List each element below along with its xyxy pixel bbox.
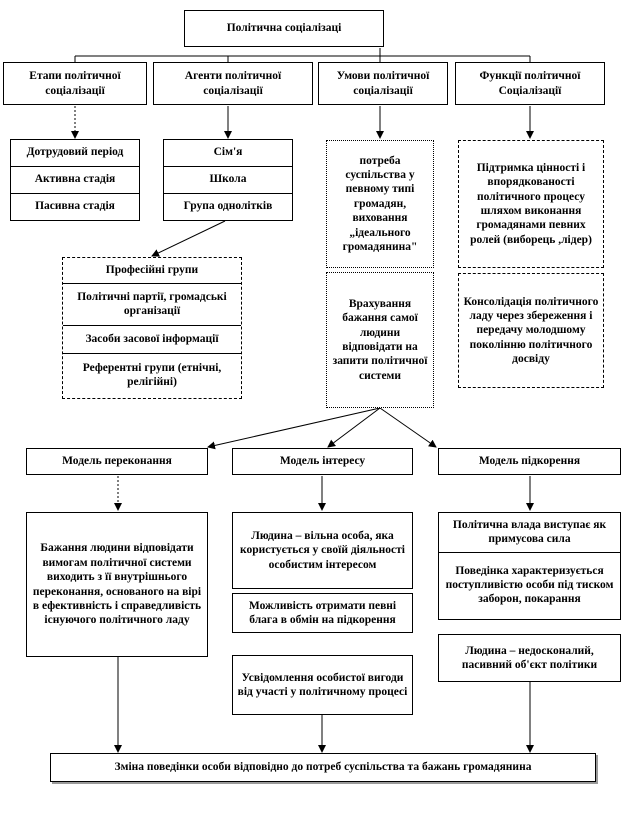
stage-item: Активна стадія	[11, 167, 139, 194]
condition-text: Врахування бажання самої людини відповідати на запити політичної системи	[332, 297, 428, 382]
header-agents	[153, 62, 313, 105]
condition-text: потреба суспільства у певному типі громадян, виховання „ідеального громадянина"	[342, 154, 418, 253]
function-text: Консолідація політичного ладу через збереження і передачу молодшому поколінню політичного досвіду	[463, 295, 599, 366]
group-item: Референтні групи (етнічні, релігійні)	[63, 354, 241, 398]
model-submission-text: Модель підкорення	[478, 455, 581, 468]
submission-detail: Політична влада виступає як примусова сила	[439, 513, 620, 553]
persuasion-detail-text: Бажання людини відповідати вимогам політичної системи виходить з її внутрішнього переконання, основаного на вірі в ефективність і справедливість існуючого політичного ладу	[32, 542, 202, 627]
diagram-title	[184, 10, 384, 47]
submission-detail-text: Людина – недосконалий, пасивний об'єкт політики	[461, 644, 598, 671]
condition-item	[326, 272, 434, 408]
header-conditions-text: Умови політичної соціалізації	[336, 70, 430, 97]
header-functions	[455, 62, 605, 105]
agent-item: Група однолітків	[164, 194, 292, 220]
header-agents-text: Агенти політичної соціалізації	[184, 70, 282, 97]
agent-item: Сім'я	[164, 140, 292, 167]
interest-detail-text: Усвідомлення особистої вигоди від участі у політичному процесі	[237, 671, 408, 698]
submission-detail	[438, 634, 621, 682]
persuasion-detail	[26, 512, 208, 657]
model-persuasion	[26, 448, 208, 475]
interest-detail	[232, 593, 413, 633]
stage-item: Пасивна стадія	[11, 194, 139, 220]
group-item: Засоби засової інформації	[63, 326, 241, 354]
header-stages-text: Етапи політичної соціалізації	[29, 70, 121, 97]
stage-item: Дотрудовий період	[11, 140, 139, 167]
model-interest-text: Модель інтересу	[279, 455, 366, 468]
submission-detail-group	[438, 512, 621, 620]
interest-detail-text: Людина – вільна особа, яка користується у своїй діяльності особистим інтересом	[240, 529, 405, 571]
arrow-agents-groups	[152, 221, 225, 256]
header-stages	[3, 62, 147, 105]
interest-detail-text: Можливість отримати певні блага в обмін на підкорення	[248, 599, 397, 626]
model-interest	[232, 448, 413, 475]
header-functions-text: Функції політичної Соціалізації	[479, 70, 581, 97]
diagram-title-text: Політична соціалізаці	[226, 22, 342, 35]
submission-detail: Поведінка характеризується поступливістю особи під тиском заборон, покарання	[439, 553, 620, 619]
function-item	[458, 273, 604, 388]
groups-list	[62, 257, 242, 399]
condition-item	[326, 140, 434, 268]
result-box	[50, 753, 596, 782]
interest-detail	[232, 512, 413, 589]
result-text: Зміна поведінки особи відповідно до потреб суспільства та бажань громадянина	[114, 761, 532, 774]
group-item: Політичні партії, громадські організації	[63, 284, 241, 326]
function-item	[458, 140, 604, 268]
model-submission	[438, 448, 621, 475]
interest-detail	[232, 655, 413, 715]
model-persuasion-text: Модель переконання	[62, 455, 172, 468]
agent-item: Школа	[164, 167, 292, 194]
group-item: Професійні групи	[63, 258, 241, 284]
header-conditions	[318, 62, 448, 105]
agents-list	[163, 139, 293, 221]
arrow-to-submission	[380, 408, 436, 447]
stages-list	[10, 139, 140, 221]
function-text: Підтримка цінності і впорядкованості політичного процесу шляхом виконання громадянами певних ролей (виборець ,лідер)	[470, 161, 592, 246]
